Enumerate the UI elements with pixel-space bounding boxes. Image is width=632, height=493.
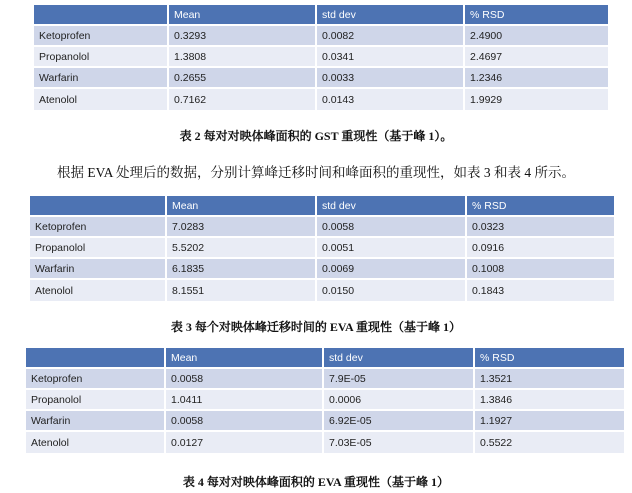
table-cell: 0.0058 (317, 217, 467, 238)
table-cell: 0.0058 (166, 369, 324, 390)
table-row (30, 259, 614, 280)
table-row (34, 26, 608, 47)
header-cell: % RSD (465, 5, 608, 26)
table-cell: 0.0143 (317, 89, 465, 110)
table-cell: 7.0283 (167, 217, 317, 238)
table-cell: 0.0150 (317, 280, 467, 301)
table-cell: 6.1835 (167, 259, 317, 280)
table-cell: 0.0916 (467, 238, 614, 259)
table-cell: 2.4697 (465, 47, 608, 68)
table-cell: 0.5522 (475, 432, 624, 453)
table-cell: 2.4900 (465, 26, 608, 47)
table-cell: 0.2655 (169, 68, 317, 89)
table-cell: 0.0082 (317, 26, 465, 47)
table-header-row (30, 196, 614, 217)
header-cell (34, 5, 169, 26)
table-row (26, 390, 624, 411)
table-row (34, 47, 608, 68)
header-cell (26, 348, 166, 369)
table-cell: Warfarin (26, 411, 166, 432)
table-cell: 0.0051 (317, 238, 467, 259)
table-cell: 0.0006 (324, 390, 475, 411)
table-cell: Ketoprofen (26, 369, 166, 390)
header-cell: % RSD (467, 196, 614, 217)
table-cell: Propanolol (34, 47, 169, 68)
table-caption: 表 2 每对对映体峰面积的 GST 重现性（基于峰 1）。 (179, 129, 453, 143)
table-row (34, 68, 608, 89)
table-cell: 1.3846 (475, 390, 624, 411)
header-cell: Mean (167, 196, 317, 217)
table-cell: 8.1551 (167, 280, 317, 301)
body-paragraph: 根据 EVA 处理后的数据，分别计算峰迁移时间和峰面积的重现性，如表 3 和表 4 所示。 (56, 165, 575, 180)
table-cell: Warfarin (34, 68, 169, 89)
table-eva-peak-area (26, 348, 624, 453)
header-cell: std dev (317, 196, 467, 217)
table-eva-migration-time (30, 196, 614, 301)
table-cell: 0.0127 (166, 432, 324, 453)
table-cell: Warfarin (30, 259, 167, 280)
table-row (30, 217, 614, 238)
table-row (26, 432, 624, 453)
table-caption: 表 3 每个对映体峰迁移时间的 EVA 重现性（基于峰 1） (170, 320, 462, 334)
table-cell: 7.9E-05 (324, 369, 475, 390)
header-cell: Mean (166, 348, 324, 369)
table-cell: 0.7162 (169, 89, 317, 110)
table-cell: 0.1008 (467, 259, 614, 280)
table-cell: Propanolol (30, 238, 167, 259)
table-cell: 1.3521 (475, 369, 624, 390)
table-cell: 0.0323 (467, 217, 614, 238)
table-cell: 0.0033 (317, 68, 465, 89)
table-cell: 6.92E-05 (324, 411, 475, 432)
table-cell: Atenolol (26, 432, 166, 453)
table-gst-peak-area (34, 5, 608, 110)
table-row (30, 280, 614, 301)
table-cell: 1.1927 (475, 411, 624, 432)
header-cell: std dev (324, 348, 475, 369)
header-cell: Mean (169, 5, 317, 26)
table-cell: 0.0341 (317, 47, 465, 68)
table-cell: 0.1843 (467, 280, 614, 301)
table-cell: Ketoprofen (30, 217, 167, 238)
table-cell: 1.2346 (465, 68, 608, 89)
table-cell: 0.3293 (169, 26, 317, 47)
table-cell: 0.0069 (317, 259, 467, 280)
table-cell: 1.0411 (166, 390, 324, 411)
table-cell: 0.0058 (166, 411, 324, 432)
table-cell: 7.03E-05 (324, 432, 475, 453)
table-cell: 1.9929 (465, 89, 608, 110)
table-row (30, 238, 614, 259)
table-cell: Atenolol (34, 89, 169, 110)
header-cell (30, 196, 167, 217)
table-row (34, 89, 608, 110)
table-cell: 5.5202 (167, 238, 317, 259)
table-header-row (26, 348, 624, 369)
table-row (26, 411, 624, 432)
table-cell: Propanolol (26, 390, 166, 411)
table-header-row (34, 5, 608, 26)
table-caption: 表 4 每对对映体峰面积的 EVA 重现性（基于峰 1） (182, 475, 450, 489)
header-cell: % RSD (475, 348, 624, 369)
table-cell: Atenolol (30, 280, 167, 301)
table-cell: Ketoprofen (34, 26, 169, 47)
header-cell: std dev (317, 5, 465, 26)
table-cell: 1.3808 (169, 47, 317, 68)
table-row (26, 369, 624, 390)
